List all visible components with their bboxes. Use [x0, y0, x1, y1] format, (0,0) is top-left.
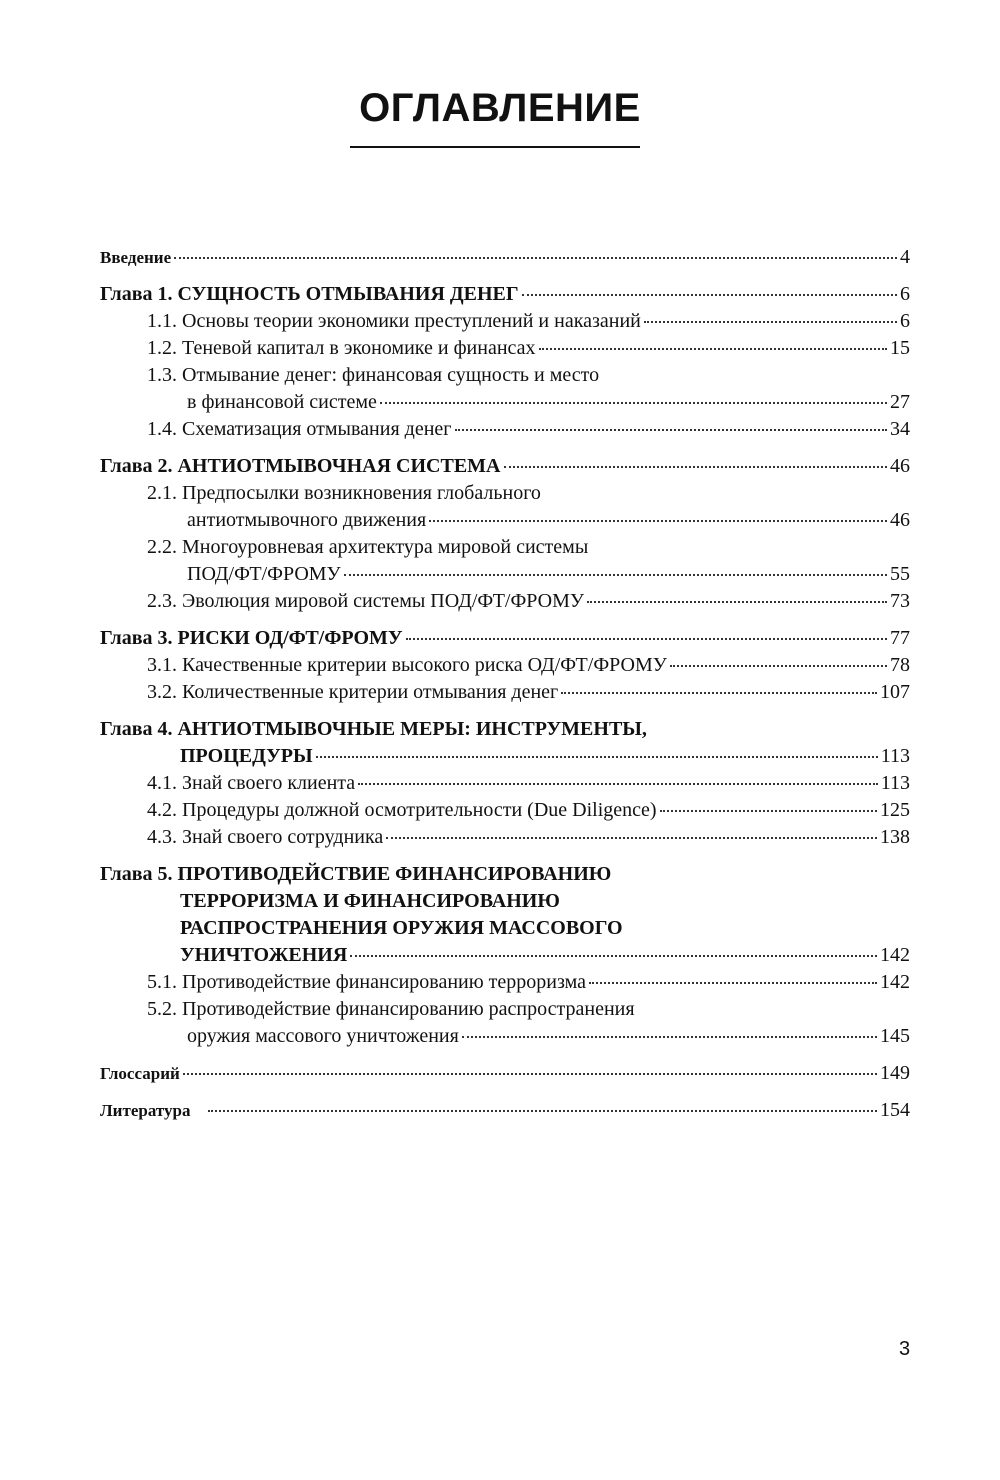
toc-page-number: 145 [880, 1025, 910, 1047]
glossary-block [100, 1060, 910, 1087]
toc-page-number: 77 [890, 627, 910, 649]
toc-page-number: 15 [890, 337, 910, 359]
toc-entry-4-2 [100, 797, 910, 824]
toc-entry-label: 3.1. Качественные критерии высокого риска ОД/ФТ/ФРОМУ [147, 654, 667, 676]
toc-entry-chapter-5-line1: Глава 5. ПРОТИВОДЕЙСТВИЕ ФИНАНСИРОВАНИЮ [100, 863, 612, 885]
toc-page-number: 46 [890, 455, 910, 477]
toc-entry-label: 1.1. Основы теории экономики преступлений и наказаний [147, 310, 641, 332]
dot-leader [174, 257, 897, 259]
toc-entry-5-1 [100, 969, 910, 996]
dot-leader [462, 1036, 877, 1038]
toc-page-number: 6 [900, 283, 910, 305]
title-underline [350, 146, 640, 148]
toc-entry-1-4 [100, 416, 910, 443]
toc-entry-4-3 [100, 824, 910, 851]
toc-entry-label: Глава 3. РИСКИ ОД/ФТ/ФРОМУ [100, 627, 403, 649]
toc-page-number: 113 [880, 772, 910, 794]
dot-leader [522, 294, 897, 296]
toc-entry-label: ПОД/ФТ/ФРОМУ [187, 563, 341, 585]
dot-leader [539, 348, 887, 350]
toc-entry-chapter-1 [100, 281, 910, 308]
page-title: ОГЛАВЛЕНИЕ [359, 86, 641, 130]
table-of-contents [100, 244, 910, 1124]
toc-entry-5-2-line1: 5.2. Противодействие финансированию распространения [147, 998, 635, 1020]
chapter-3 [100, 625, 910, 706]
dot-leader [455, 429, 888, 431]
toc-entry-label: Глава 2. АНТИОТМЫВОЧНАЯ СИСТЕМА [100, 455, 501, 477]
dot-leader [350, 955, 877, 957]
toc-entry-label: в финансовой системе [187, 391, 377, 413]
toc-entry-label: Литература [100, 1101, 191, 1120]
toc-entry-label: Глава 1. СУЩНОСТЬ ОТМЫВАНИЯ ДЕНЕГ [100, 283, 519, 305]
toc-entry-intro [100, 244, 910, 271]
toc-page-number: 125 [880, 799, 910, 821]
toc-page-number: 138 [880, 826, 910, 848]
toc-entry-label: 3.2. Количественные критерии отмывания денег [147, 681, 559, 703]
toc-page-number: 55 [890, 563, 910, 585]
toc-entry-chapter-5-line2: ТЕРРОРИЗМА И ФИНАНСИРОВАНИЮ [180, 890, 560, 912]
toc-page-number: 73 [890, 590, 910, 612]
toc-entry-3-2 [100, 679, 910, 706]
page-number: 3 [899, 1338, 911, 1360]
toc-page-number: 113 [880, 745, 910, 767]
toc-entry-literature [100, 1097, 910, 1124]
chapter-4 [100, 716, 910, 851]
dot-leader [644, 321, 897, 323]
toc-entry-5-2 [100, 1023, 910, 1050]
toc-page-number: 142 [880, 944, 910, 966]
toc-entry-4-1 [100, 770, 910, 797]
toc-entry-1-2 [100, 335, 910, 362]
toc-entry-label: антиотмывочного движения [187, 509, 427, 531]
dot-leader [561, 692, 877, 694]
toc-page-number: 34 [890, 418, 910, 440]
toc-entry-1-3 [100, 389, 910, 416]
toc-entry-1-1 [100, 308, 910, 335]
toc-page-number: 27 [890, 391, 910, 413]
toc-entry-label: Глоссарий [100, 1064, 180, 1083]
toc-page-number: 154 [880, 1099, 910, 1121]
toc-entry-label: 1.4. Схематизация отмывания денег [147, 418, 452, 440]
toc-entry-chapter-4 [100, 743, 910, 770]
dot-leader [670, 665, 887, 667]
toc-page-number: 46 [890, 509, 910, 531]
toc-entry-chapter-4-line1: Глава 4. АНТИОТМЫВОЧНЫЕ МЕРЫ: ИНСТРУМЕНТЫ, [100, 718, 647, 740]
dot-leader [429, 520, 887, 522]
dot-leader [386, 837, 877, 839]
toc-entry-1-3-line1: 1.3. Отмывание денег: финансовая сущность и место [147, 364, 600, 386]
toc-entry-label: 2.3. Эволюция мировой системы ПОД/ФТ/ФРОМУ [147, 590, 585, 612]
toc-entry-label: оружия массового уничтожения [187, 1025, 459, 1047]
literature-block [100, 1097, 910, 1124]
toc-page-number: 149 [880, 1062, 910, 1084]
chapter-1 [100, 281, 910, 443]
toc-entry-label: ПРОЦЕДУРЫ [180, 745, 313, 767]
dot-leader [183, 1073, 877, 1075]
dot-leader [344, 574, 887, 576]
dot-leader [316, 756, 878, 758]
toc-entry-glossary [100, 1060, 910, 1087]
toc-entry-2-1-line1: 2.1. Предпосылки возникновения глобального [147, 482, 541, 504]
toc-page-number: 107 [880, 681, 910, 703]
toc-page-number: 142 [880, 971, 910, 993]
toc-page-number: 4 [900, 246, 910, 268]
dot-leader [358, 783, 878, 785]
toc-entry-2-1 [100, 507, 910, 534]
dot-leader [587, 601, 887, 603]
toc-entry-chapter-5 [100, 942, 910, 969]
toc-entry-chapter-3 [100, 625, 910, 652]
toc-entry-label: 5.1. Противодействие финансированию терроризма [147, 971, 587, 993]
toc-entry-label: 4.3. Знай своего сотрудника [147, 826, 384, 848]
dot-leader [380, 402, 887, 404]
toc-entry-label: УНИЧТОЖЕНИЯ [180, 944, 348, 966]
toc-entry-label: 4.2. Процедуры должной осмотрительности (Due Diligence) [147, 799, 657, 821]
toc-entry-label: 4.1. Знай своего клиента [147, 772, 356, 794]
dot-leader [589, 982, 877, 984]
toc-entry-2-2 [100, 561, 910, 588]
toc-entry-2-3 [100, 588, 910, 615]
chapter-5 [100, 861, 910, 1050]
chapter-2 [100, 453, 910, 615]
dot-leader [208, 1110, 877, 1112]
toc-entry-chapter-2 [100, 453, 910, 480]
toc-entry-2-2-line1: 2.2. Многоуровневая архитектура мировой системы [147, 536, 589, 558]
toc-entry-chapter-5-line3: РАСПРОСТРАНЕНИЯ ОРУЖИЯ МАССОВОГО [180, 917, 623, 939]
dot-leader [660, 810, 877, 812]
toc-page-number: 78 [890, 654, 910, 676]
toc-entry-3-1 [100, 652, 910, 679]
dot-leader [504, 466, 888, 468]
dot-leader [406, 638, 887, 640]
toc-entry-label: Введение [100, 248, 172, 267]
toc-entry-label: 1.2. Теневой капитал в экономике и финансах [147, 337, 536, 359]
toc-page-number: 6 [900, 310, 910, 332]
